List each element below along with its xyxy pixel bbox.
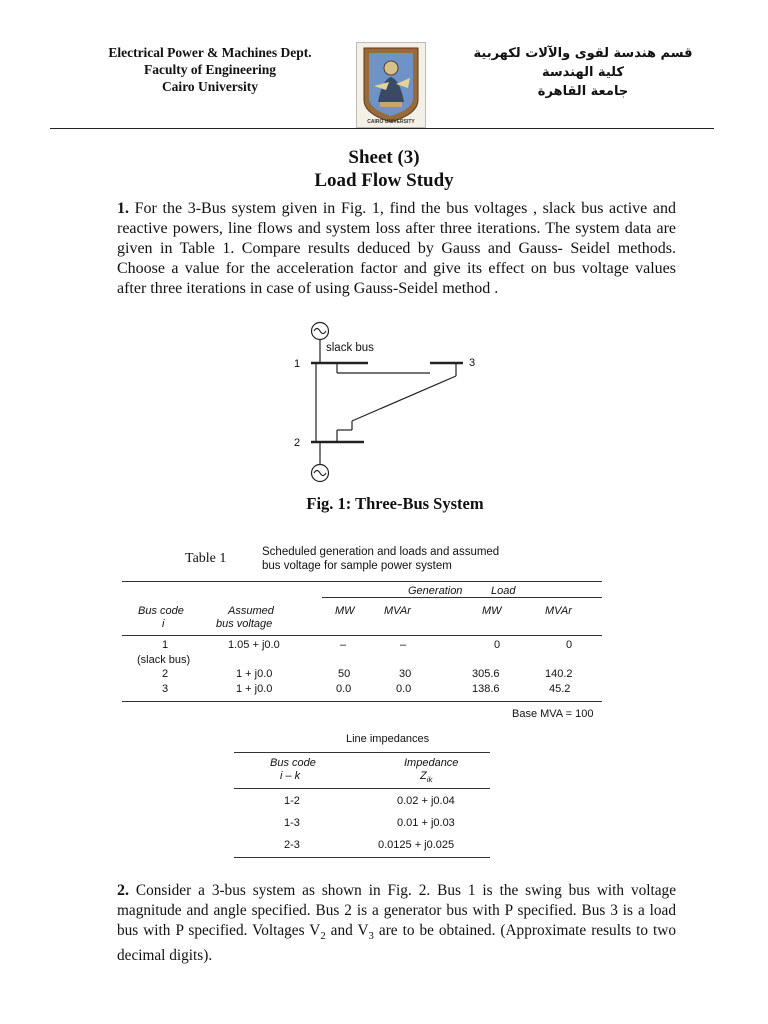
table-row-3-gen-mvar: 0.0: [396, 683, 412, 695]
table-row-2-load-mvar: 140.2: [545, 668, 573, 680]
line-row-3-z: 0.0125 + j0.025: [378, 839, 455, 851]
table-1-bottom-rule: [122, 701, 602, 702]
slack-bus-label: slack bus: [326, 342, 374, 354]
group-generation: Generation: [408, 585, 463, 597]
line-table-header-rule: [234, 788, 490, 789]
header-english: [60, 44, 360, 95]
figure-1-caption: Fig. 1: Three-Bus System: [306, 494, 484, 513]
line-col-impedance: Impedance: [404, 757, 459, 769]
table-row-1-voltage: 1.05 + j0.0: [228, 639, 280, 651]
col-assumed-sub: bus voltage: [216, 618, 273, 630]
question-2-number: 2.: [117, 882, 129, 899]
subject-title: Load Flow Study: [314, 170, 454, 191]
table-row-3-load-mvar: 45.2: [549, 683, 571, 695]
table-1-label: Table 1: [185, 551, 227, 566]
logo-text: CAIRO UNIVERSITY: [367, 119, 415, 125]
header-divider: [50, 128, 714, 129]
table-row-1-gen-mvar: –: [400, 639, 407, 651]
question-1-text: For the 3-Bus system given in Fig. 1, find the bus voltages , slack bus active and reactive powers, line flows and system loss after three iterations. The system data are given in Table 1. Compare results deduced by Gauss and Gauss- Seidel methods. Choose a value for the acceleration factor and give its effect on bus voltage values after three iterations in case of using Gauss-Seidel method .: [117, 200, 676, 297]
line-col-bus-code-sub: i – k: [280, 770, 301, 782]
table-row-3-bus: 3: [162, 683, 169, 695]
sheet-title: Sheet (3): [348, 147, 420, 168]
bus-3-label: 3: [469, 357, 476, 369]
table-row-2-bus: 2: [162, 668, 169, 680]
question-1: [117, 199, 676, 299]
question-2-text-b: and V: [325, 922, 369, 939]
faculty-name-arabic: كلية الهندسة: [542, 65, 624, 80]
col-gen-mvar: MVAr: [384, 605, 411, 617]
table-1-caption-line1: Scheduled generation and loads and assumed: [262, 546, 500, 558]
table-1-caption: [262, 545, 499, 573]
table-row-2-voltage: 1 + j0.0: [236, 668, 273, 680]
university-name: Cairo University: [161, 79, 259, 94]
table-row-2-load-mw: 305.6: [472, 668, 500, 680]
figure-1-diagram: [280, 318, 500, 488]
line-row-2-bus: 1-3: [284, 817, 300, 829]
table-row-1-load-mvar: 0: [566, 639, 573, 651]
col-gen-mw: MW: [335, 605, 355, 617]
header-arabic: [448, 44, 718, 101]
table-row-1-slack-note: (slack bus): [137, 654, 191, 666]
col-load-mvar: MVAr: [545, 605, 572, 617]
table-row-1-gen-mw: –: [340, 639, 347, 651]
line-col-bus-code: Bus code: [270, 757, 316, 769]
question-2-sub-b: 3: [368, 930, 374, 943]
line-col-impedance-subscript: ik: [426, 775, 433, 785]
table-row-3-load-mw: 138.6: [472, 683, 500, 695]
table-1-top-rule: [122, 581, 602, 582]
line-row-2-z: 0.01 + j0.03: [397, 817, 455, 829]
col-load-mw: MW: [482, 605, 502, 617]
question-2: [117, 881, 676, 966]
col-bus-code: Bus code: [138, 605, 184, 617]
table-1-header-rule: [122, 635, 602, 636]
col-assumed: Assumed: [228, 605, 274, 617]
faculty-name: Faculty of Engineering: [144, 62, 276, 77]
table-row-3-gen-mw: 0.0: [336, 683, 352, 695]
dept-name-arabic: قسم هندسة لقوى والآلات لكهربية: [473, 46, 693, 61]
line-table-top-rule: [234, 752, 490, 753]
university-logo: [356, 42, 426, 128]
table-row-1-bus: 1: [162, 639, 169, 651]
group-load: Load: [491, 585, 516, 597]
table-row-1-load-mw: 0: [494, 639, 501, 651]
table-row-3-voltage: 1 + j0.0: [236, 683, 273, 695]
table-row-2-gen-mvar: 30: [399, 668, 412, 680]
table-row-2-gen-mw: 50: [338, 668, 351, 680]
line-impedances-title: Line impedances: [346, 733, 430, 745]
three-bus-diagram: [280, 318, 500, 488]
col-bus-code-sub: i: [162, 618, 165, 630]
question-1-number: 1.: [117, 200, 129, 217]
line-row-1-bus: 1-2: [284, 795, 300, 807]
bus-1-label: 1: [294, 358, 301, 370]
line-col-impedance-sub: [420, 770, 432, 786]
line-row-3-bus: 2-3: [284, 839, 300, 851]
line-table-bottom-rule: [234, 857, 490, 858]
line-col-impedance-symbol: Z: [420, 770, 427, 782]
dept-name: Electrical Power & Machines Dept.: [108, 45, 312, 60]
base-mva-note: Base MVA = 100: [512, 708, 594, 720]
bus-2-label: 2: [294, 437, 301, 449]
university-name-arabic: جامعة القاهرة: [537, 84, 629, 99]
question-2-sub-a: 2: [320, 930, 326, 943]
table-1-caption-line2: bus voltage for sample power system: [262, 560, 452, 572]
question-2-text-a: Consider a 3-bus system as shown in Fig. 2. Bus 1 is the swing bus with voltage magnitude and angle specified. Bus 2 is a generator bus with P specified. Bus 3 is a load bus with P specified. Voltages V: [117, 882, 676, 939]
question-2-text-c: are to be obtained. (Approximate results to two decimal digits).: [117, 922, 676, 965]
line-row-1-z: 0.02 + j0.04: [397, 795, 455, 807]
